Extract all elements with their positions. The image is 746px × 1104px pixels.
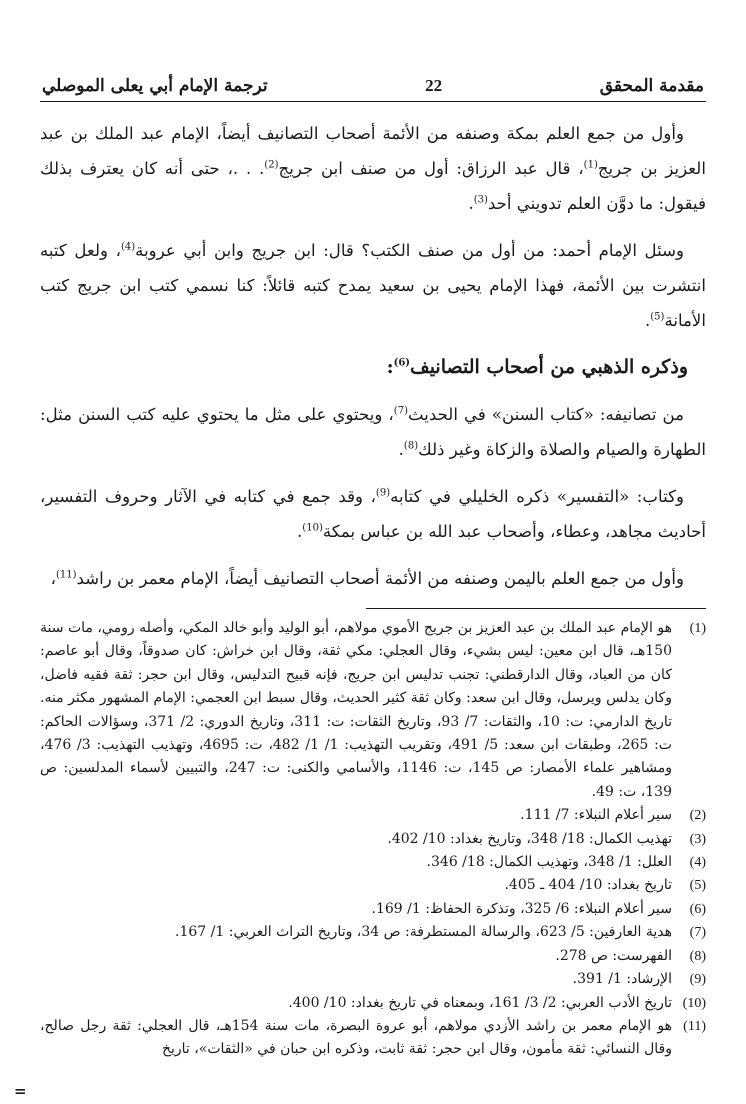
footnote-text: تهذيب الكمال: 18/ 348، وتاريخ بغداد: 10/ 402. [387, 830, 672, 847]
book-page [40, 76, 706, 1062]
footnote-text: العلل: 1/ 348، وتهذيب الكمال: 18/ 346. [426, 854, 672, 871]
footnote-marker: (11) [55, 569, 77, 581]
footnote-number: (9) [689, 972, 706, 988]
footnote-number: (2) [689, 808, 706, 824]
footnote [40, 992, 706, 1015]
footnote-marker: (7) [393, 405, 408, 417]
footnote [40, 898, 706, 921]
footnote [40, 945, 706, 968]
paragraph: وأول من جمع العلم باليمن وصنفه من الأئمة أصحاب التصانيف أيضاً، الإمام معمر بن راشد$^{(11)}$، [50, 569, 684, 588]
footnote-text: هدية العارفين: 5/ 623، والرسالة المستطرفة: ص 34، وتاريخ التراث العربي: 1/ 167. [175, 924, 672, 941]
footnote-marker: (1) [583, 159, 598, 171]
footnote [40, 968, 706, 991]
footnote-text: سير أعلام النبلاء: 7/ 111. [520, 807, 672, 824]
footnotes [40, 617, 706, 1062]
footnote-marker: (5) [650, 311, 665, 323]
footnote [40, 921, 706, 944]
footnote-text: الفهرست: ص 278. [555, 947, 672, 964]
footnote [40, 804, 706, 827]
paragraph: من تصانيفه: «كتاب السنن» في الحديث$^{(7)}$، ويحتوي على مثل ما يحتوي عليه كتب السنن مثل: الطهارة والصيام والصلاة والزكاة وغير ذلك$^{(8)}$. [40, 405, 706, 459]
footnote-number: (1) [689, 621, 706, 636]
footnote-number: (7) [689, 925, 706, 941]
section-heading: وذكره الذهبي من أصحاب التصانيف$^{(6)}$: [386, 356, 688, 378]
footnote-number: (10) [682, 995, 706, 1011]
header-section-title: مقدمة المحقق [599, 76, 704, 96]
footnote-number: (11) [683, 1018, 706, 1034]
footnote-text: تاريخ بغداد: 10/ 404 ـ 405. [504, 877, 672, 894]
footnote-marker: (9) [375, 487, 391, 499]
running-header [40, 76, 706, 102]
footnote [40, 851, 706, 874]
header-book-title: ترجمة الإمام أبي يعلى الموصلي [42, 76, 268, 96]
footnote-text: سير أعلام النبلاء: 6/ 325، وتذكرة الحفاظ: 1/ 169. [371, 900, 672, 917]
footnote-marker: (4) [120, 241, 136, 253]
footnote-marker: (8) [403, 440, 419, 452]
footnote-number: (4) [689, 855, 706, 871]
footnote-marker: (3) [473, 194, 488, 206]
continuation-mark: = [14, 1082, 27, 1100]
footnote [40, 828, 706, 851]
footnote-number: (6) [689, 901, 706, 917]
footnote-text: الإرشاد: 1/ 391. [572, 971, 672, 988]
footnote-number: (5) [689, 878, 706, 894]
paragraph: وأول من جمع العلم بمكة وصنفه من الأئمة أصحاب التصانيف أيضاً، الإمام عبد الملك بن عبد العزيز بن جريج$^{(1)}$، قال عبد الرزاق: أول من صنف ابن جريج$^{(2)}$. . .، حتى أنه كان يعترف بذلك فيقول: ما دوَّن العلم تدويني أحد$^{(3)}$. [40, 124, 706, 213]
footnote-text: هو الإمام معمر بن راشد الأزدي مولاهم، أبو عروة البصرة، مات سنة 154هـ، قال العجلي: ثقة رجل صالح، وقال النسائي: ثقة مأمون، وقال ابن حجر: ثقة ثابت، وذكره ابن حبان في «الثقات»، تاريخ [40, 1017, 673, 1058]
paragraph: وسئل الإمام أحمد: من أول من صنف الكتب؟ قال: ابن جريج وابن أبي عروبة$^{(4)}$، ولعل كتبه انتشرت بين الأئمة، فهذا الإمام يحيى بن سعيد يمدح كتبه قائلاً: كنا نسمي كتب ابن جريج كتب الأمانة$^{(5)}$. [40, 241, 706, 330]
footnote-text: تاريخ الأدب العربي: 2/ 3/ 161، وبمعناه في تاريخ بغداد: 10/ 400. [288, 994, 672, 1011]
footnote-number: (8) [689, 948, 706, 964]
page-number: 22 [425, 76, 443, 95]
footnote [40, 1015, 706, 1062]
footnote-text: هو الإمام عبد الملك بن عبد العزيز بن جريج الأموي مولاهم، أبو الوليد وأبو خالد المكي، وأصله رومي، مات سنة 150هـ، قال ابن معين: ليس بشيء، وقال العجلي: مكي ثقة، وقال ابن خراش: كان صدوقاً، وقال أبو عاصم: كان من العباد، وقال الدارقطني: تجنب تدليس ابن جريج، فإنه قبيح التدليس، وقال ابن حجر: ثقة فقيه فاضل، وكان يدلس ويرسل، وقال ابن سعد: وكان ثقة كثير الحديث، وقال سبط ابن العجمي: الإمام المشهور مكثر منه. تاريخ الدارمي: ت: 10، والثقات: 7/ 93، وتاريخ الثقات: ت: 311، وتاريخ الدوري: 2/ 371، وسؤالات الحاكم: ت: 265، وطبقات ابن سعد: 5/ 491، وتقريب التهذيب: 1/ 1/ 482، ت: 4695، وتهذيب التهذيب: 3/ 476، ومشاهير علماء الأمصار: ص 145، ت: 1146، والأسامي والكنى: ت: 247، والتبيين لأسماء المدلسين: ص 139، ت: 49. [40, 620, 673, 800]
footnote-separator [366, 608, 706, 609]
footnote [40, 617, 706, 804]
main-text [40, 116, 706, 596]
footnote-marker: (2) [264, 159, 279, 171]
paragraph: وكتاب: «التفسير» ذكره الخليلي في كتابه$^{(9)}$، وقد جمع في كتابه في الآثار وحروف التفسير، أحاديث مجاهد، وعطاء، وأصحاب عبد الله بن عباس بمكة$^{(10)}$. [40, 487, 706, 541]
footnote-marker: (10) [302, 522, 323, 534]
footnote-marker: (6) [393, 357, 411, 369]
footnote-number: (3) [689, 831, 706, 847]
footnote [40, 874, 706, 897]
